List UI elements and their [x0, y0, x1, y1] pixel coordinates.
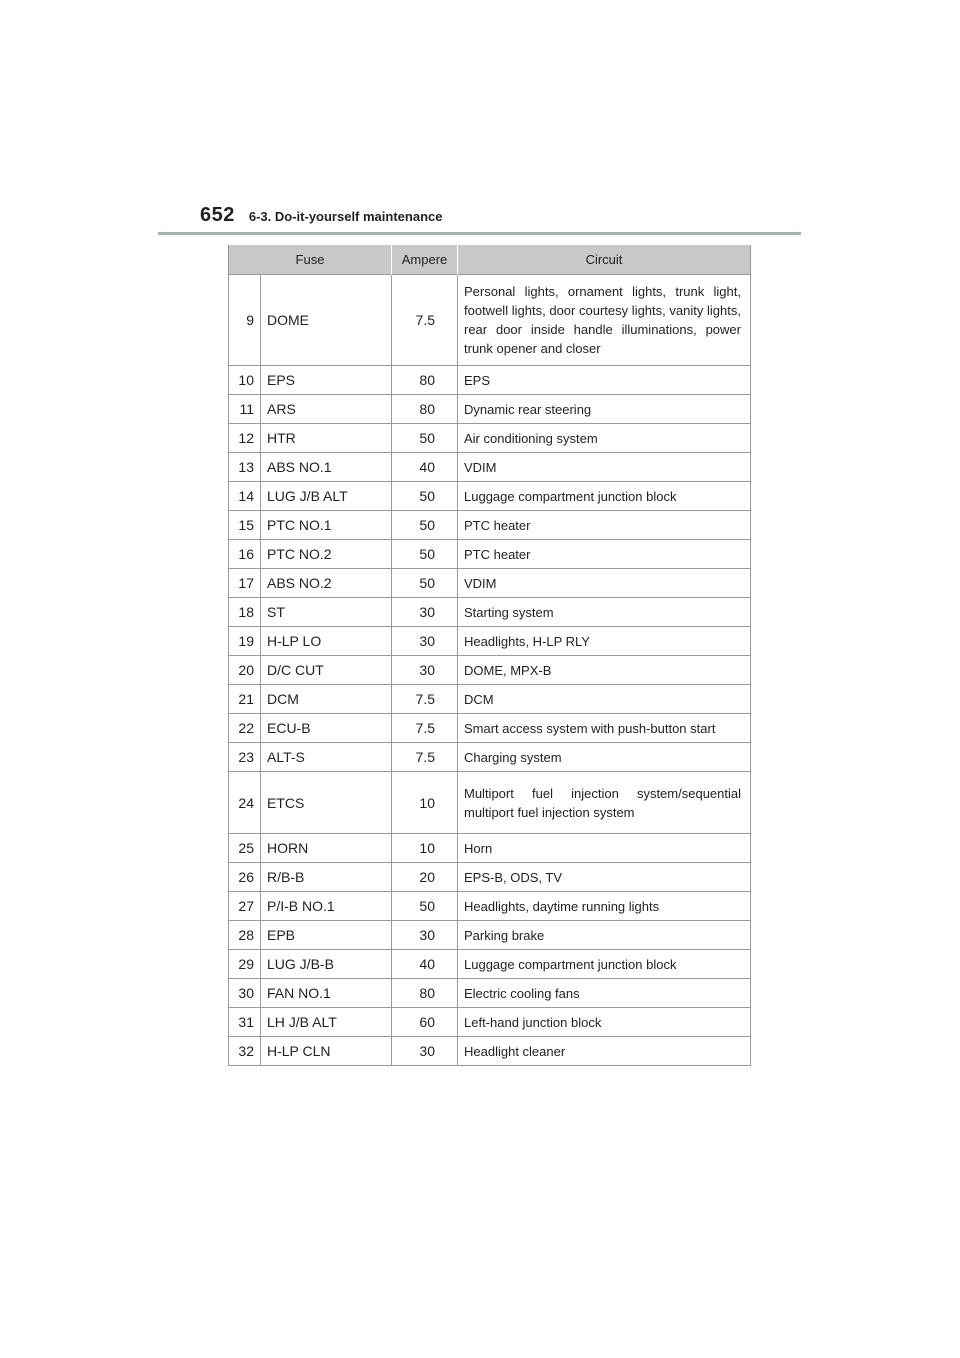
fuse-name: LUG J/B-B	[261, 950, 392, 979]
fuse-name: EPS	[261, 366, 392, 395]
table-row	[229, 979, 751, 1008]
table-row	[229, 540, 751, 569]
fuse-name: ETCS	[261, 772, 392, 834]
fuse-ampere: 7.5	[392, 275, 458, 366]
fuse-ampere: 80	[392, 979, 458, 1008]
fuse-name: H-LP CLN	[261, 1037, 392, 1066]
fuse-number: 26	[229, 863, 261, 892]
fuse-ampere: 10	[392, 772, 458, 834]
fuse-ampere: 30	[392, 1037, 458, 1066]
fuse-number: 25	[229, 834, 261, 863]
fuse-number: 10	[229, 366, 261, 395]
fuse-name: ABS NO.1	[261, 453, 392, 482]
table-header-row	[229, 245, 751, 275]
table-row	[229, 511, 751, 540]
table-row	[229, 275, 751, 366]
fuse-ampere: 50	[392, 540, 458, 569]
fuse-number: 29	[229, 950, 261, 979]
fuse-number: 16	[229, 540, 261, 569]
fuse-ampere: 60	[392, 1008, 458, 1037]
fuse-name: ST	[261, 598, 392, 627]
fuse-circuit: Headlights, H-LP RLY	[458, 627, 751, 656]
fuse-circuit: Smart access system with push-button start	[458, 714, 751, 743]
fuse-circuit: Left-hand junction block	[458, 1008, 751, 1037]
fuse-number: 21	[229, 685, 261, 714]
table-row	[229, 598, 751, 627]
fuse-circuit: DOME, MPX-B	[458, 656, 751, 685]
fuse-name: HORN	[261, 834, 392, 863]
column-header-circuit: Circuit	[458, 245, 751, 275]
fuse-circuit: Luggage compartment junction block	[458, 482, 751, 511]
fuse-name: PTC NO.2	[261, 540, 392, 569]
table-row	[229, 424, 751, 453]
fuse-name: PTC NO.1	[261, 511, 392, 540]
fuse-name: ALT-S	[261, 743, 392, 772]
column-header-ampere: Ampere	[392, 245, 458, 275]
fuse-name: LUG J/B ALT	[261, 482, 392, 511]
fuse-number: 12	[229, 424, 261, 453]
fuse-circuit: Luggage compartment junction block	[458, 950, 751, 979]
fuse-name: P/I-B NO.1	[261, 892, 392, 921]
fuse-number: 17	[229, 569, 261, 598]
fuse-number: 20	[229, 656, 261, 685]
fuse-ampere: 10	[392, 834, 458, 863]
table-row	[229, 685, 751, 714]
fuse-name: DCM	[261, 685, 392, 714]
fuse-circuit: Headlights, daytime running lights	[458, 892, 751, 921]
fuse-circuit: PTC heater	[458, 540, 751, 569]
fuse-number: 32	[229, 1037, 261, 1066]
fuse-number: 9	[229, 275, 261, 366]
fuse-number: 23	[229, 743, 261, 772]
table-row	[229, 395, 751, 424]
page-header	[200, 204, 442, 227]
fuse-number: 27	[229, 892, 261, 921]
table-row	[229, 863, 751, 892]
fuse-ampere: 30	[392, 921, 458, 950]
fuse-number: 14	[229, 482, 261, 511]
fuse-circuit: VDIM	[458, 569, 751, 598]
header-rule	[158, 232, 801, 235]
fuse-name: R/B-B	[261, 863, 392, 892]
table-row	[229, 627, 751, 656]
fuse-number: 15	[229, 511, 261, 540]
fuse-ampere: 30	[392, 598, 458, 627]
table-row	[229, 834, 751, 863]
table-row	[229, 453, 751, 482]
fuse-circuit: Parking brake	[458, 921, 751, 950]
fuse-table-body	[229, 275, 751, 1066]
fuse-ampere: 7.5	[392, 685, 458, 714]
fuse-ampere: 30	[392, 656, 458, 685]
fuse-ampere: 50	[392, 569, 458, 598]
fuse-ampere: 50	[392, 511, 458, 540]
fuse-ampere: 50	[392, 424, 458, 453]
table-row	[229, 892, 751, 921]
fuse-number: 13	[229, 453, 261, 482]
fuse-number: 11	[229, 395, 261, 424]
fuse-ampere: 50	[392, 892, 458, 921]
table-row	[229, 772, 751, 834]
fuse-name: ABS NO.2	[261, 569, 392, 598]
table-row	[229, 743, 751, 772]
fuse-ampere: 80	[392, 366, 458, 395]
fuse-ampere: 20	[392, 863, 458, 892]
fuse-ampere: 40	[392, 950, 458, 979]
fuse-name: HTR	[261, 424, 392, 453]
fuse-ampere: 50	[392, 482, 458, 511]
fuse-name: D/C CUT	[261, 656, 392, 685]
fuse-circuit: Dynamic rear steering	[458, 395, 751, 424]
fuse-name: ARS	[261, 395, 392, 424]
fuse-number: 19	[229, 627, 261, 656]
fuse-circuit: Air conditioning system	[458, 424, 751, 453]
fuse-ampere: 7.5	[392, 714, 458, 743]
table-row	[229, 482, 751, 511]
fuse-circuit: Horn	[458, 834, 751, 863]
fuse-number: 28	[229, 921, 261, 950]
fuse-name: LH J/B ALT	[261, 1008, 392, 1037]
column-header-fuse: Fuse	[229, 245, 392, 275]
fuse-number: 18	[229, 598, 261, 627]
section-title: 6-3. Do-it-yourself maintenance	[248, 209, 443, 224]
fuse-name: ECU-B	[261, 714, 392, 743]
fuse-ampere: 30	[392, 627, 458, 656]
fuse-number: 31	[229, 1008, 261, 1037]
fuse-circuit: EPS-B, ODS, TV	[458, 863, 751, 892]
fuse-name: H-LP LO	[261, 627, 392, 656]
table-row	[229, 569, 751, 598]
table-row	[229, 1037, 751, 1066]
fuse-circuit: Personal lights, ornament lights, trunk light, footwell lights, door courtesy lights, vanity lights, rear door inside handle illuminations, power trunk opener and closer	[458, 275, 751, 366]
table-row	[229, 714, 751, 743]
fuse-circuit: Electric cooling fans	[458, 979, 751, 1008]
table-row	[229, 656, 751, 685]
fuse-number: 24	[229, 772, 261, 834]
fuse-circuit: EPS	[458, 366, 751, 395]
fuse-number: 22	[229, 714, 261, 743]
fuse-circuit: Starting system	[458, 598, 751, 627]
fuse-circuit: Charging system	[458, 743, 751, 772]
fuse-name: EPB	[261, 921, 392, 950]
fuse-ampere: 7.5	[392, 743, 458, 772]
fuse-number: 30	[229, 979, 261, 1008]
table-row	[229, 950, 751, 979]
fuse-ampere: 80	[392, 395, 458, 424]
table-row	[229, 1008, 751, 1037]
fuse-circuit: Headlight cleaner	[458, 1037, 751, 1066]
page-number: 652	[200, 204, 235, 226]
fuse-name: DOME	[261, 275, 392, 366]
table-row	[229, 366, 751, 395]
fuse-ampere: 40	[392, 453, 458, 482]
fuse-circuit: Multiport fuel injection system/sequential multiport fuel injection system	[458, 772, 751, 834]
fuse-circuit: PTC heater	[458, 511, 751, 540]
fuse-circuit: DCM	[458, 685, 751, 714]
fuse-circuit: VDIM	[458, 453, 751, 482]
table-row	[229, 921, 751, 950]
fuse-table	[228, 245, 751, 1066]
fuse-name: FAN NO.1	[261, 979, 392, 1008]
